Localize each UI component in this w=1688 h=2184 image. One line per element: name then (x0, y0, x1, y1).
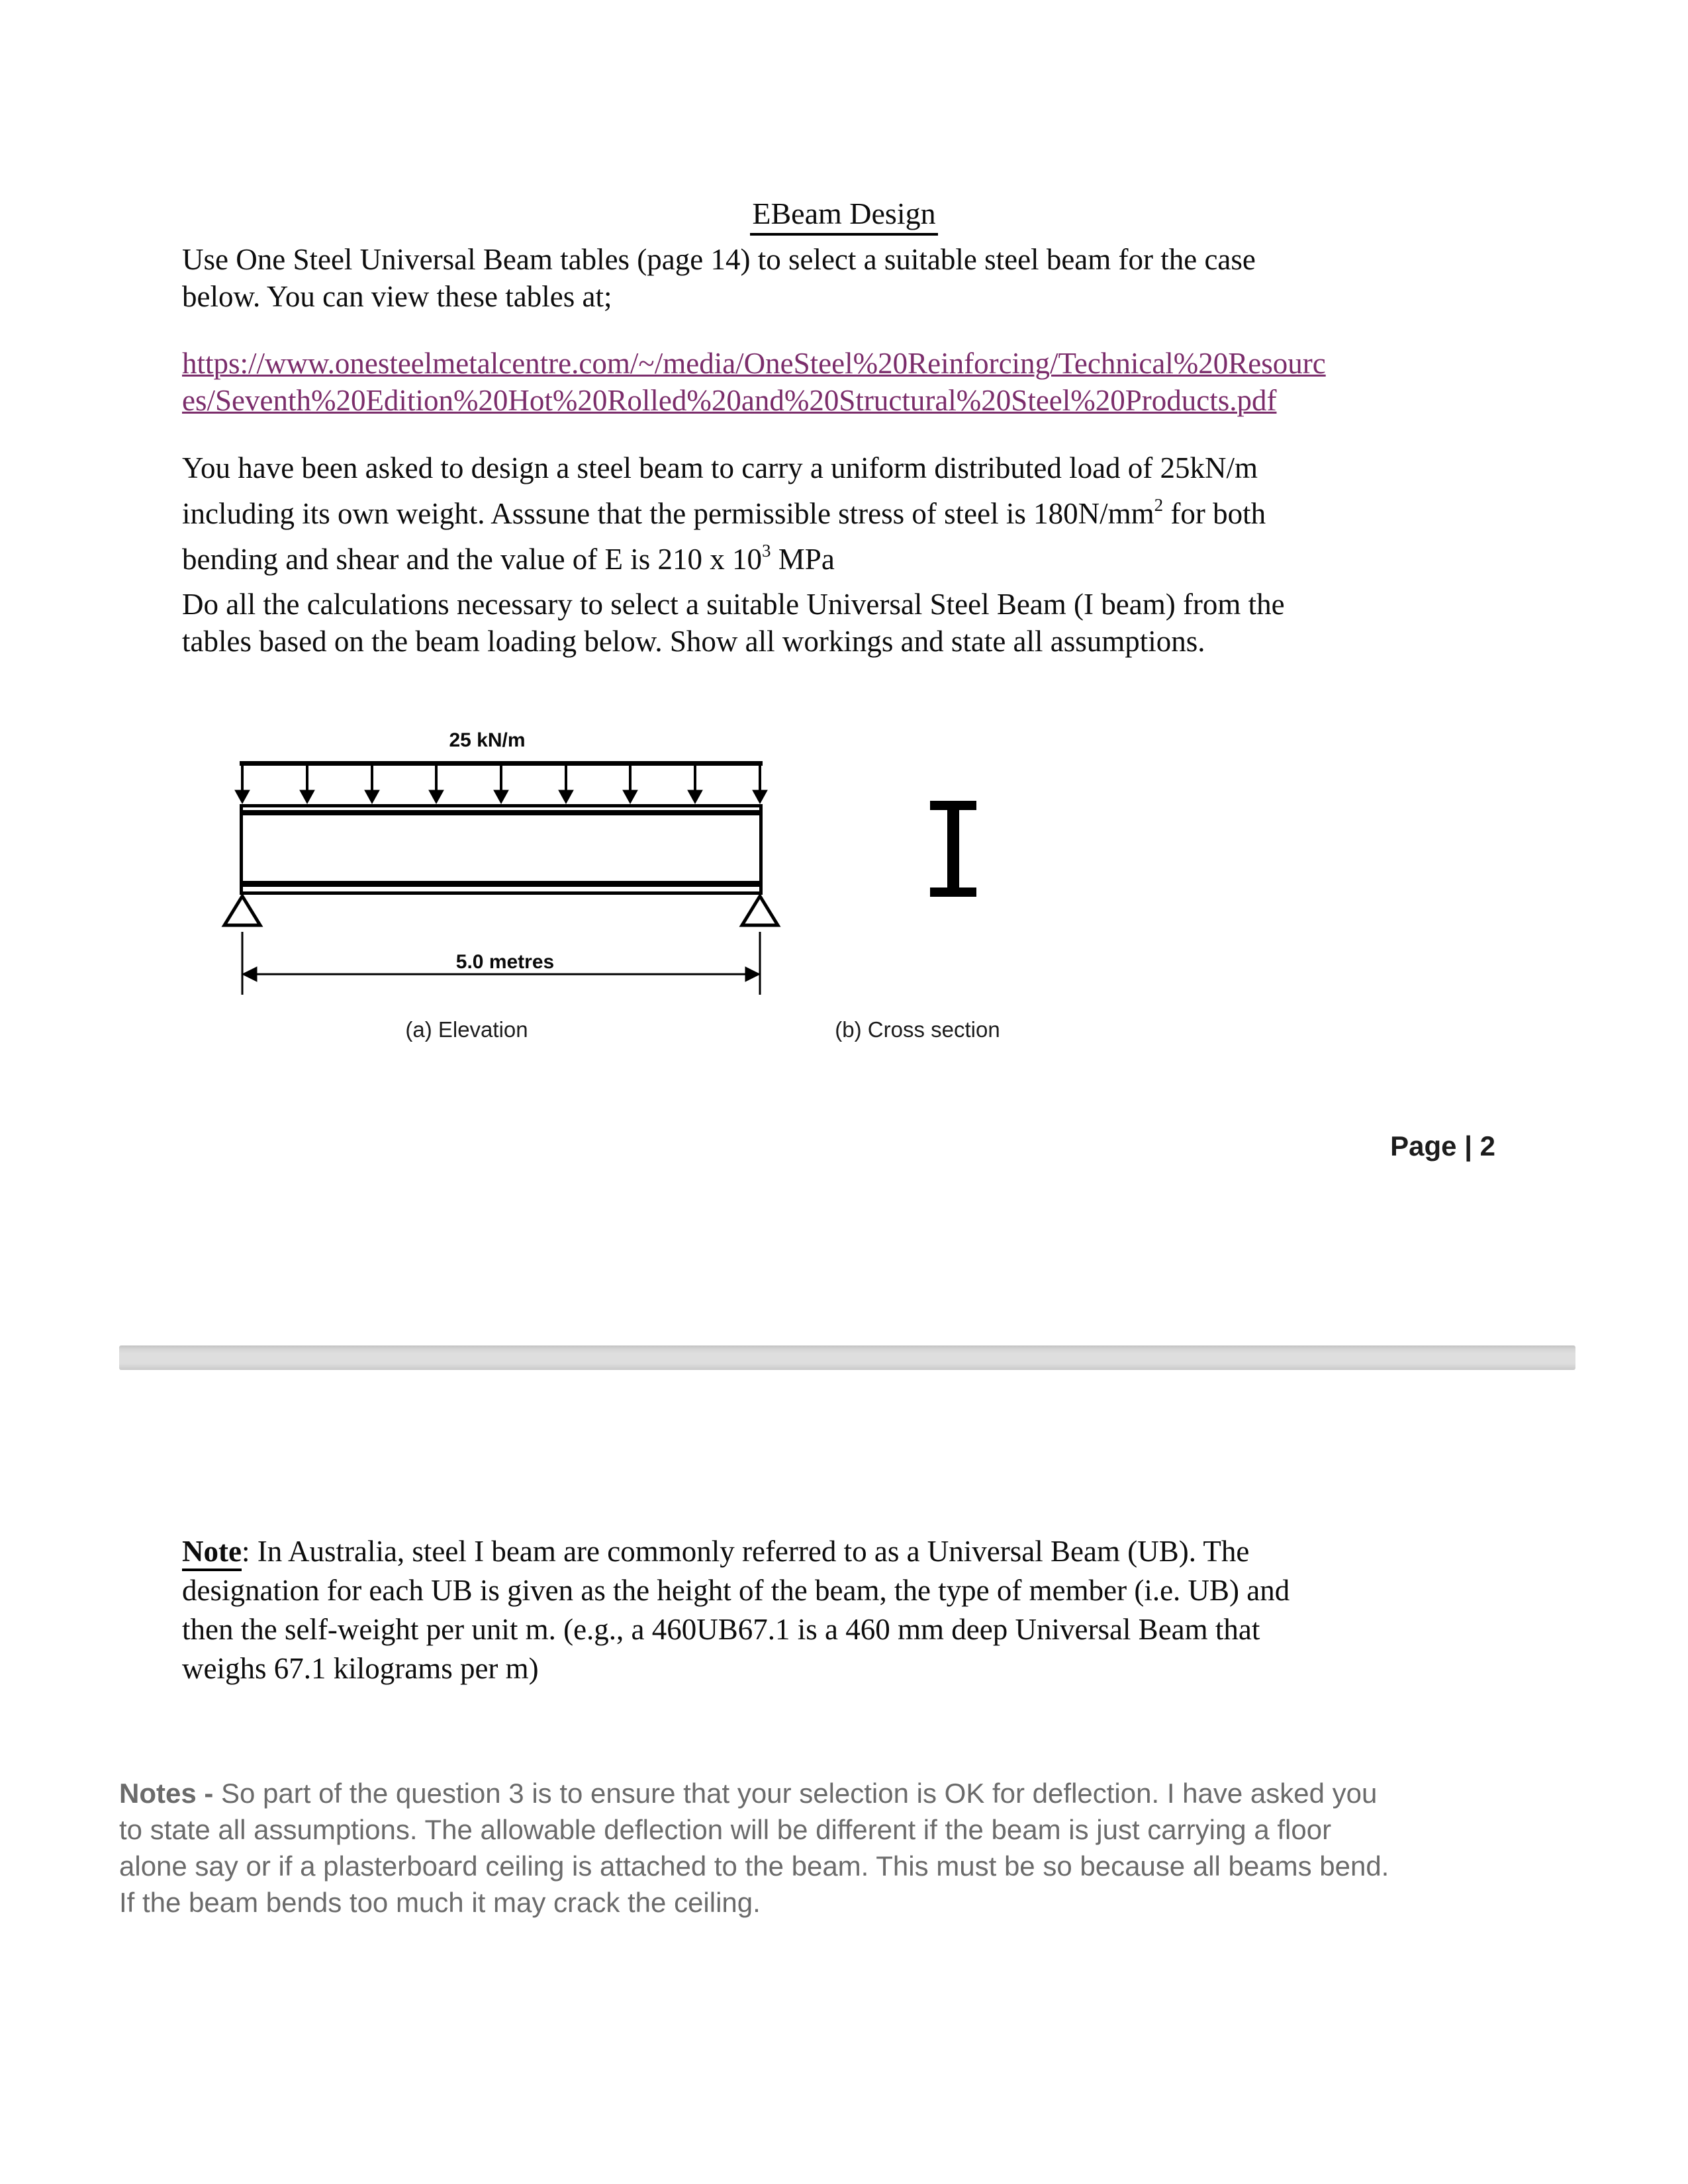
udl-load-label: 25 kN/m (449, 729, 526, 751)
beam-elevation (242, 806, 761, 893)
text-line (182, 532, 1266, 578)
page-number-label: Page | 2 (1390, 1130, 1495, 1161)
text-line: designation for each UB is given as the height of the beam, the type of member (i.e. UB) and (182, 1574, 1290, 1607)
notes-paragraph (119, 1775, 1389, 1921)
text-line: Do all the calculations necessary to select a suitable Universal Steel Beam (I beam) from the (182, 588, 1285, 621)
link-line[interactable]: es/Seventh%20Edition%20Hot%20Rolled%20and%20Structural%20Steel%20Products.pdf (182, 384, 1277, 417)
span-dimension-label: 5.0 metres (455, 951, 555, 973)
intro-paragraph (182, 241, 1256, 315)
text-line: alone say or if a plasterboard ceiling is attached to the beam. This must be so because all beams bend. (119, 1850, 1389, 1882)
text-line: to state all assumptions. The allowable deflection will be different if the beam is just carrying a floor (119, 1814, 1332, 1845)
caption-elevation: (a) Elevation (405, 1017, 528, 1042)
task-paragraph (182, 586, 1285, 660)
page-title (0, 196, 1688, 236)
text-line (182, 486, 1266, 532)
text-line: If the beam bends too much it may crack the ceiling. (119, 1887, 761, 1918)
text-line: tables based on the beam loading below. Show all workings and state all assumptions. (182, 625, 1205, 658)
ibeam-cross-section-icon (930, 801, 976, 897)
brief-paragraph (182, 449, 1266, 578)
pin-support-right (742, 896, 778, 925)
beam-tables-link[interactable] (182, 345, 1326, 419)
text-segment: including its own weight. Asssune that the permissible stress of steel is 180N/mm (182, 497, 1154, 530)
link-line[interactable]: https://www.onesteelmetalcentre.com/~/media/OneSteel%20Reinforcing/Technical%20Resourc (182, 347, 1326, 380)
text-line: then the self-weight per unit m. (e.g., a 460UB67.1 is a 460 mm deep Universal Beam that (182, 1613, 1260, 1646)
udl-load-line (240, 761, 763, 766)
page-title-text: EBeam Design (750, 196, 937, 236)
beam-figure-svg (199, 702, 1059, 1059)
page-break-divider (119, 1345, 1575, 1370)
text-line: Use One Steel Universal Beam tables (page 14) to select a suitable steel beam for the case (182, 243, 1256, 276)
text-line: You have been asked to design a steel beam to carry a uniform distributed load of 25kN/m (182, 451, 1258, 484)
pin-support-left (224, 896, 260, 925)
text-segment: MPa (771, 543, 835, 576)
beam-loading-figure (199, 702, 1059, 1059)
note-label: Note (182, 1535, 242, 1571)
text-line (119, 1775, 1389, 1811)
caption-cross-section: (b) Cross section (835, 1017, 1000, 1042)
superscript: 2 (1154, 495, 1164, 515)
link-paragraph (182, 345, 1326, 419)
text-segment: So part of the question 3 is to ensure that your selection is OK for deflection. I have asked you (221, 1778, 1378, 1809)
note-paragraph (182, 1532, 1289, 1688)
superscript: 3 (762, 541, 771, 561)
text-line: below. You can view these tables at; (182, 280, 612, 313)
text-segment: for both (1163, 497, 1266, 530)
notes-label: Notes - (119, 1778, 222, 1809)
text-line (182, 1532, 1289, 1571)
text-line: weighs 67.1 kilograms per m) (182, 1652, 539, 1685)
text-segment: bending and shear and the value of E is 210 x 10 (182, 543, 763, 576)
udl-arrows (235, 765, 767, 803)
text-segment: : In Australia, steel I beam are commonly referred to as a Universal Beam (UB). The (241, 1535, 1250, 1568)
